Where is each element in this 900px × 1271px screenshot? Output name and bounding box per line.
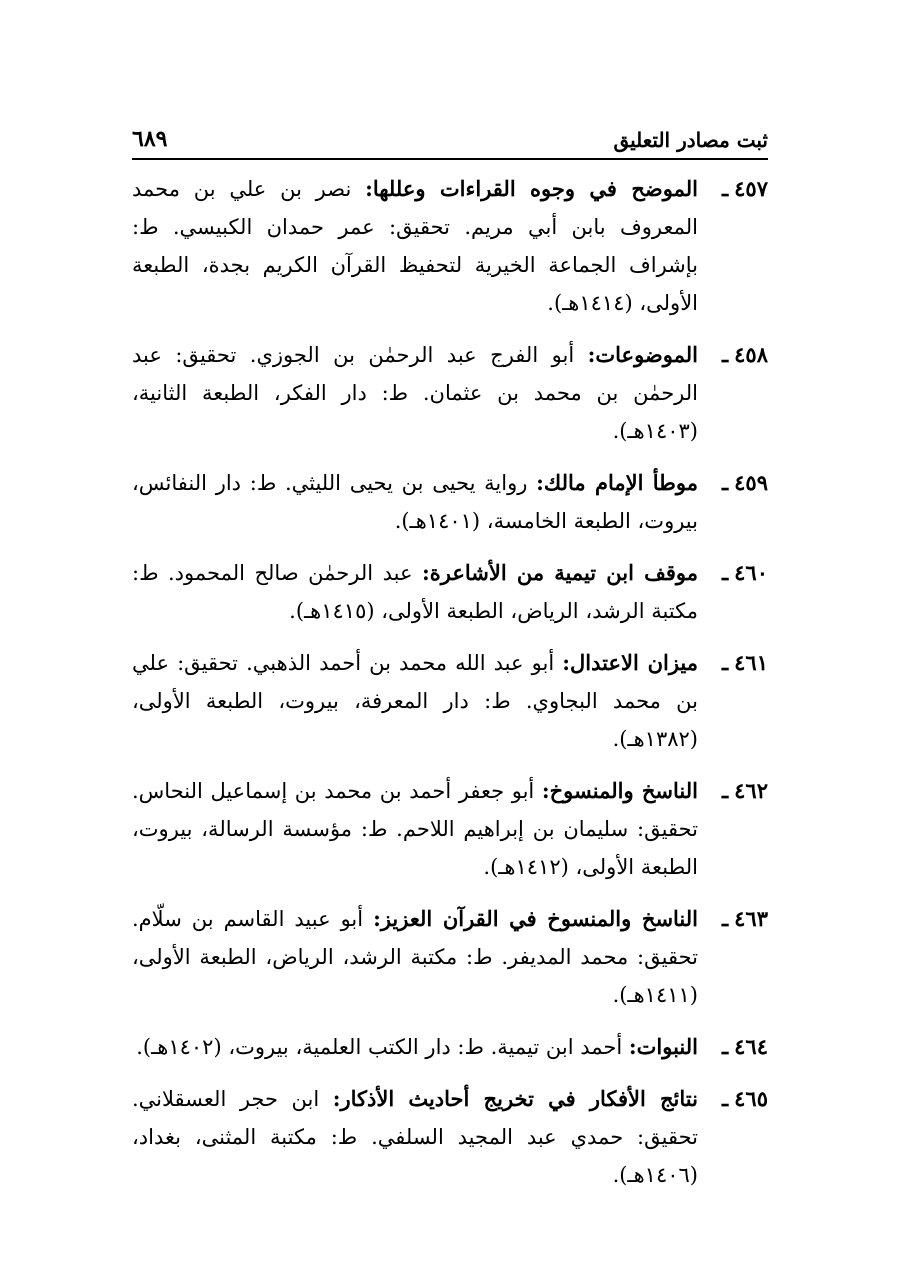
entry-number-text: ٤٥٩	[734, 470, 768, 495]
entry-number	[698, 554, 768, 592]
entry-text: نصر بن علي بن محمد المعروف بابن أبي مريم. تحقيق: عمر حمدان الكبيسي. ط: بإشراف الجماعة الخيرية لتحفيظ القرآن الكريم بجدة، الطبعة الأولى، (١٤١٤هـ).	[132, 177, 698, 315]
entry-title: موقف ابن تيمية من الأشاعرة:	[422, 560, 698, 585]
bibliography-entry	[132, 900, 768, 1014]
running-title: ثبت مصادر التعليق	[613, 128, 768, 152]
entry-text: أبو الفرج عبد الرحمٰن بن الجوزي. تحقيق: عبد الرحمٰن بن محمد بن عثمان. ط: دار الفكر، الطبعة الثانية، (١٤٠٣هـ).	[132, 343, 698, 443]
entry-title: الموضوعات:	[587, 342, 698, 367]
entry-number	[698, 1028, 768, 1066]
entry-body	[132, 336, 698, 450]
entry-number-text: ٤٦٥	[734, 1086, 768, 1111]
entry-number	[698, 464, 768, 502]
entry-text: أبو عبيد القاسم بن سلّام. تحقيق: محمد المديفر. ط: مكتبة الرشد، الرياض، الطبعة الأولى، (١٤١١هـ).	[132, 907, 698, 1007]
entry-number	[698, 170, 768, 208]
entry-dash: ـ	[722, 176, 729, 201]
entry-dash: ـ	[722, 1034, 729, 1059]
entry-body	[132, 464, 698, 540]
bibliography-entry	[132, 464, 768, 540]
entry-body	[132, 900, 698, 1014]
entry-body	[132, 644, 698, 758]
entry-text: أبو عبد الله محمد بن أحمد الذهبي. تحقيق: علي بن محمد البجاوي. ط: دار المعرفة، بيروت، الطبعة الأولى، (١٣٨٢هـ).	[132, 651, 698, 751]
entry-number-text: ٤٦١	[734, 650, 768, 675]
bibliography-entry	[132, 1028, 768, 1066]
entry-body	[132, 170, 698, 322]
entry-body	[132, 1028, 698, 1066]
entry-number-text: ٤٥٧	[734, 176, 768, 201]
entry-dash: ـ	[722, 470, 729, 495]
entry-text: أحمد ابن تيمية. ط: دار الكتب العلمية، بيروت، (١٤٠٢هـ).	[136, 1035, 623, 1059]
entry-body	[132, 772, 698, 886]
entry-dash: ـ	[722, 778, 729, 803]
entry-number-text: ٤٦٢	[734, 778, 768, 803]
entry-number-text: ٤٦٤	[734, 1034, 768, 1059]
entry-title: ميزان الاعتدال:	[562, 650, 699, 675]
entry-text: رواية يحيى بن يحيى الليثي. ط: دار النفائس، بيروت، الطبعة الخامسة، (١٤٠١هـ).	[132, 471, 698, 533]
entry-title: الناسخ والمنسوخ:	[541, 778, 698, 803]
entry-number-text: ٤٦٣	[734, 906, 768, 931]
entry-number	[698, 772, 768, 810]
bibliography-entry	[132, 1080, 768, 1194]
entry-body	[132, 554, 698, 630]
entry-text: عبد الرحمٰن صالح المحمود. ط: مكتبة الرشد، الرياض، الطبعة الأولى، (١٤١٥هـ).	[132, 561, 698, 623]
bibliography-entry	[132, 644, 768, 758]
entry-dash: ـ	[722, 560, 729, 585]
bibliography-entry	[132, 336, 768, 450]
bibliography-entry	[132, 772, 768, 886]
entry-dash: ـ	[722, 906, 729, 931]
bibliography-list	[132, 170, 768, 1208]
entry-title: النبوات:	[628, 1034, 698, 1059]
page-number: ٦٨٩	[132, 126, 168, 152]
entry-title: الموضح في وجوه القراءات وعللها:	[365, 176, 698, 201]
entry-number-text: ٤٦٠	[734, 560, 768, 585]
entry-dash: ـ	[722, 650, 729, 675]
entry-number	[698, 1080, 768, 1118]
entry-number-text: ٤٥٨	[734, 342, 768, 367]
entry-text: ابن حجر العسقلاني. تحقيق: حمدي عبد المجيد السلفي. ط: مكتبة المثنى، بغداد، (١٤٠٦هـ).	[132, 1087, 698, 1187]
entry-dash: ـ	[722, 342, 729, 367]
entry-text: أبو جعفر أحمد بن محمد بن إسماعيل النحاس. تحقيق: سليمان بن إبراهيم اللاحم. ط: مؤسسة الرسالة، بيروت، الطبعة الأولى، (١٤١٢هـ).	[132, 779, 698, 879]
entry-title: نتائج الأفكار في تخريج أحاديث الأذكار:	[332, 1086, 698, 1111]
entry-title: الناسخ والمنسوخ في القرآن العزيز:	[373, 906, 699, 931]
entry-number	[698, 644, 768, 682]
entry-title: موطأ الإمام مالك:	[536, 470, 698, 495]
running-header	[132, 112, 768, 160]
entry-number	[698, 900, 768, 938]
entry-dash: ـ	[722, 1086, 729, 1111]
bibliography-entry	[132, 554, 768, 630]
entry-number	[698, 336, 768, 374]
bibliography-entry	[132, 170, 768, 322]
entry-body	[132, 1080, 698, 1194]
